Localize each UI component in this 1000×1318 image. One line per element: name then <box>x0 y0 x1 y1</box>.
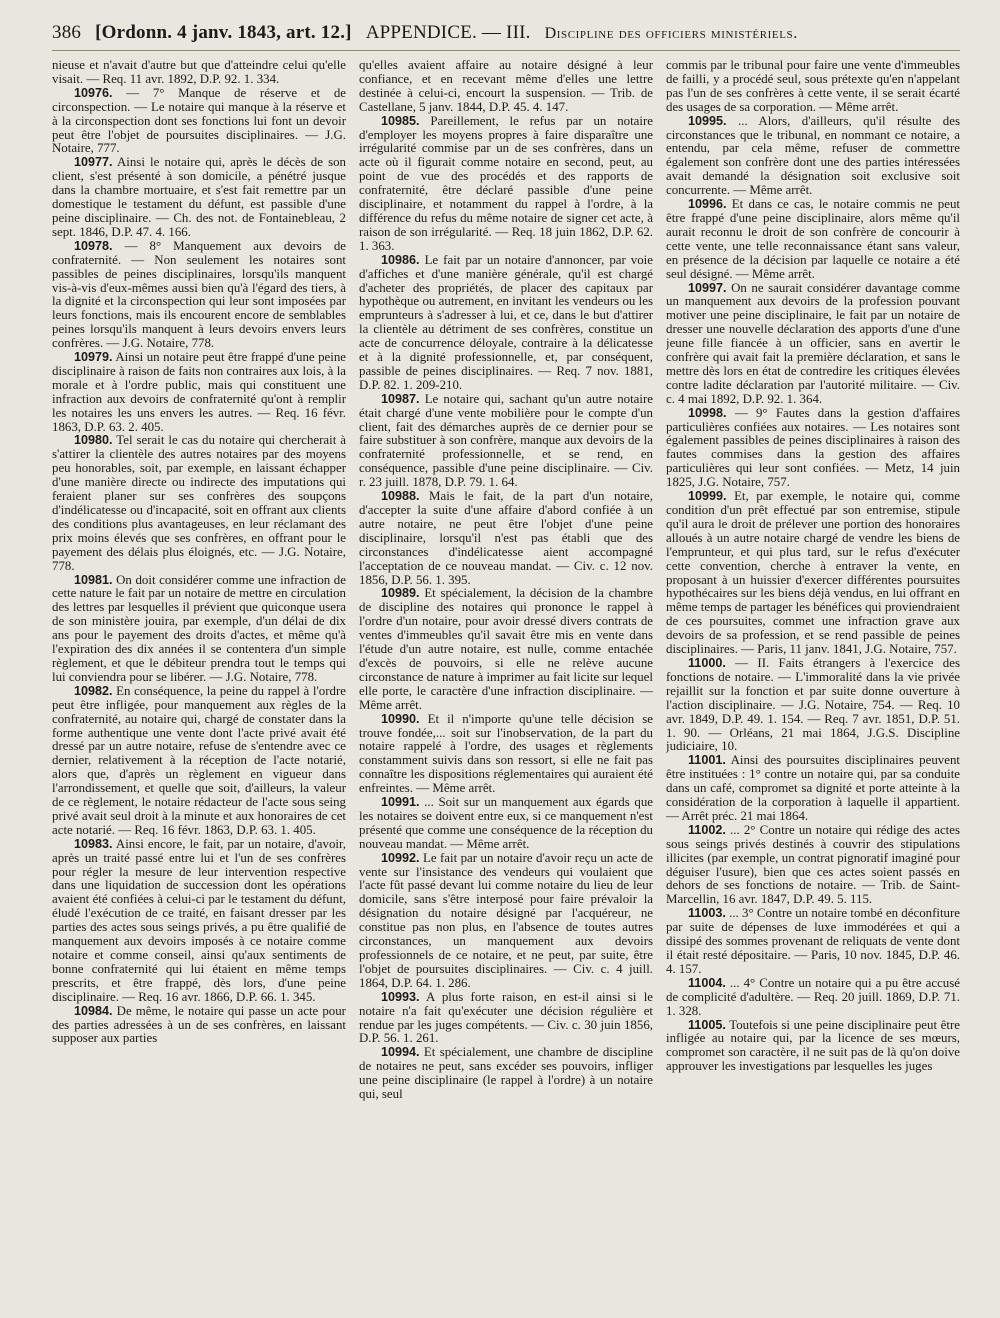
paragraph-continuation <box>666 59 960 115</box>
paragraph-number: 10984. <box>74 1003 113 1018</box>
paragraph-number: 10998. <box>688 405 727 420</box>
paragraph-10981 <box>52 574 346 685</box>
paragraph-text: Et, par exemple, le notaire qui, comme condition d'un prêt effectué par son entremise, stipule qu'il aura le droit de prélever une portion des honoraires alloués à un autre notaire chargé de vendre les biens de l'emprunteur, et qui plus tard, sur le refus d'exécuter cette convention, cherche à entraver la vente, en proposant à un huissier d'exercer différentes poursuites hypothécaires sur les biens déjà vendus, en lui offrant en même temps de partager les bénéfices qui proviendraient de ces poursuites, commet une infraction grave aux devoirs de sa profession, et se rend passible de peines disciplinaires. — Paris, 11 janv. 1841, J.G. Notaire, 757. <box>666 489 960 657</box>
paragraph-text: nieuse et n'avait d'autre but que d'atteindre celui qu'elle visait. — Req. 11 avr. 1892, D.P. 92. 1. 334. <box>52 59 346 86</box>
paragraph-10996 <box>666 198 960 281</box>
paragraph-number: 10979. <box>74 350 113 365</box>
paragraph-text: En conséquence, la peine du rappel à l'ordre peut être infligée, pour manquement aux règles de la confraternité, au notaire qui, chargé de constater dans la forme authentique une vente dont l'acte privé avait été dressé par un autre notaire, refuse de s'entendre avec ce dernier, relativement à la réception de l'acte notarié, alors que, d'après un règlement en vigueur dans l'arrondissement, et quelle que soit, d'ailleurs, la valeur de ce règlement, le notaire rédacteur de l'acte sous seing privé avait seul droit à la minute et aux honoraires de cet acte notarié. — Req. 16 févr. 1863, D.P. 63. 1. 405. <box>52 683 346 837</box>
paragraph-text: Et il n'importe qu'une telle décision se trouve fondée,... soit sur l'inobservation, de la part du notaire rappelé à l'ordre, des usages et règlements constamment suivis dans son ressort, si elle ne fait pas connaître les dispositions réglementaires qui auraient été enfreintes. — Même arrêt. <box>359 711 653 796</box>
paragraph-text: — 8° Manquement aux devoirs de confraternité. — Non seulement les notaires sont passibles de peines disciplinaires, lorsqu'ils manquent vis-à-vis d'eux-mêmes aussi bien qu'à l'égard des tiers, à la dignité et la circonspection qui leur sont imposées par leurs fonctions, mais ils encourent encore de semblables peines lorsqu'ils manquent à leurs devoirs envers leurs confrères. — J.G. Notaire, 778. <box>52 238 346 351</box>
header-title: APPENDICE. — III. <box>365 22 531 43</box>
paragraph-text: Ainsi un notaire peut être frappé d'une peine disciplinaire à raison de faits non contraires aux lois, à la morale et à l'ordre public, mais qui constituent une infraction aux devoirs de confraternité qu'ont à remplir les notaires les uns envers les autres. — Req. 16 févr. 1863, D.P. 63. 2. 405. <box>52 350 346 434</box>
paragraph-number: 10981. <box>74 572 113 587</box>
paragraph-10979 <box>52 351 346 434</box>
paragraph-text: On ne saurait considérer davantage comme un manquement aux devoirs de la profession pouvant motiver une peine disciplinaire, le fait par un notaire de dresser une nouvelle déclaration des apports d'une d'une jeune fille fiancée à un officier, sans en avertir le confrère qui avait fait la première déclaration, et sans le mettre dès lors en état de contredire les critiques élevées contre ladite déclaration par l'autorité militaire. — Civ. c. 4 mai 1892, D.P. 92. 1. 364. <box>666 280 960 406</box>
paragraph-text: Et dans ce cas, le notaire commis ne peut être frappé d'une peine disciplinaire, alors même qu'il aurait reconnu le droit de son confrère de concourir à cette vente, une telle reconnaissance étant sans valeur, en présence de la décision par laquelle ce notaire a été seul désigné. — Même arrêt. <box>666 197 960 281</box>
paragraph-number: 10985. <box>381 113 420 128</box>
paragraph-text: ... 3° Contre un notaire tombé en déconfiture par suite de dépenses de luxe immodérées et qui a dissipé des sommes provenant de reliquats de vente dont il était resté dépositaire. — Paris, 10 nov. 1845, D.P. 46. 4. 157. <box>666 906 960 976</box>
header-subtitle: Discipline des officiers ministériels. <box>544 25 798 42</box>
paragraph-number: 10986. <box>381 252 420 267</box>
paragraph-number: 10997. <box>688 280 727 295</box>
paragraph-10998 <box>666 407 960 490</box>
paragraph-11005 <box>666 1019 960 1075</box>
paragraph-number: 10988. <box>381 489 420 504</box>
paragraph-10994 <box>359 1046 653 1102</box>
paragraph-10993 <box>359 991 653 1047</box>
paragraph-continuation <box>52 59 346 87</box>
paragraph-10989 <box>359 587 653 712</box>
paragraph-text: qu'elles avaient affaire au notaire désigné à leur confiance, et en recevant même d'elles une lettre destinée à celui-ci, encourt la suspension. — Trib. de Castellane, 5 janv. 1844, D.P. 45. 4. 147. <box>359 59 653 114</box>
paragraph-11004 <box>666 977 960 1019</box>
column-middle <box>359 59 653 1299</box>
paragraph-number: 10987. <box>381 391 420 406</box>
paragraph-number: 11000. <box>688 655 726 670</box>
paragraph-number: 10976. <box>74 85 113 100</box>
paragraph-10983 <box>52 838 346 1005</box>
paragraph-11001 <box>666 754 960 824</box>
paragraph-text: — II. Faits étrangers à l'exercice des fonctions de notaire. — L'immoralité dans la vie privée rejaillit sur la fonction et par suite donne ouverture à l'action disciplinaire. — J.G. Notaire, 754. — Req. 10 avr. 1849, D.P. 49. 1. 154. — Req. 7 avr. 1851, D.P. 51. 1. 90. — Orléans, 21 mai 1864, J.G.S. Discipline judiciaire, 10. <box>666 655 960 754</box>
paragraph-10999 <box>666 490 960 657</box>
paragraph-11002 <box>666 824 960 907</box>
paragraph-number: 10982. <box>74 683 113 698</box>
paragraph-number: 10983. <box>74 836 113 851</box>
paragraph-10986 <box>359 254 653 393</box>
paragraph-text: commis par le tribunal pour faire une vente d'immeubles de failli, y a procédé seul, sous prétexte qu'en n'appelant pas l'un de ses confrères à cette vente, il se serait écarté des usages de sa corporation. — Même arrêt. <box>666 59 960 114</box>
paragraph-10991 <box>359 796 653 852</box>
paragraph-number: 11002. <box>688 822 726 837</box>
paragraph-text: Ainsi des poursuites disciplinaires peuvent être instituées : 1° contre un notaire qui, par sa conduite dans un café, compromet sa dignité et porte atteinte à la considération de la corporation à laquelle il appartient. — Arrêt préc. 21 mai 1864. <box>666 753 960 823</box>
paragraph-number: 11003. <box>688 906 726 921</box>
paragraph-text: Le notaire qui, sachant qu'un autre notaire était chargé d'une vente mobilière pour le compte d'un client, fait des démarches auprès de ce dernier pour se faire substituer à son confrère, manque aux devoirs de la confraternité professionnelle, et se rend, en conséquence, passible d'une peine disciplinaire. — Civ. r. 23 juill. 1878, D.P. 79. 1. 64. <box>359 391 653 490</box>
paragraph-text: De même, le notaire qui passe un acte pour des parties adressées à un de ses confrères, en laissant supposer aux parties <box>52 1003 346 1046</box>
paragraph-text: — 7° Manque de réserve et de circonspection. — Le notaire qui manque à la réserve et à la circonspection dont ses fonctions lui font un devoir peut être l'objet de poursuites disciplinaires. — J.G. Notaire, 777. <box>52 85 346 156</box>
paragraph-text: ... Soit sur un manquement aux égards que les notaires se doivent entre eux, si ce manquement n'est présenté que comme une conséquence de la réception du nouveau mandat. — Même arrêt. <box>359 795 653 851</box>
paragraph-number: 10995. <box>688 113 727 128</box>
paragraph-number: 10996. <box>688 197 727 212</box>
paragraph-text: Toutefois si une peine disciplinaire peut être infligée au notaire qui, par la licence de ses mœurs, compromet son caractère, il ne suit pas de là qu'on doive approuver les investigations par lesquelles les juges <box>666 1017 960 1074</box>
paragraph-10997 <box>666 282 960 407</box>
paragraph-number: 11001. <box>688 753 726 768</box>
paragraph-number: 10999. <box>688 489 727 504</box>
paragraph-number: 11005. <box>688 1017 726 1032</box>
paragraph-number: 10989. <box>381 586 420 601</box>
paragraph-text: On doit considérer comme une infraction de cette nature le fait par un notaire de mettre en circulation des lettres par lesquelles il prévient que quiconque usera de son ministère jouira, par exemple, d'un délai de dix ans pour le payement des droits d'actes, et même qu'à l'expiration des dix années il se contentera d'un simple règlement, et que le débiteur prendra tout le temps qui lui conviendra pour se libérer. — J.G. Notaire, 778. <box>52 572 346 684</box>
paragraph-11000 <box>666 657 960 754</box>
page-number: 386 <box>52 22 82 43</box>
paragraph-11003 <box>666 907 960 977</box>
paragraph-text: Le fait par un notaire d'avoir reçu un acte de vente sur l'insistance des vendeurs qui voulaient que l'acte fût passé devant lui comme notaire du lieu de leur domicile, sans s'être interposé pour faire prévaloir la désignation du notaire désigné par l'acquéreur, ne constitue pas non plus, en l'absence de toutes autres circonstances, un manquement aux devoirs professionnels de ce notaire, et ne peut, par suite, être l'objet de poursuites disciplinaires. — Civ. c. 4 juill. 1864, D.P. 64. 1. 286. <box>359 850 653 990</box>
paragraph-text: — 9° Fautes dans la gestion d'affaires particulières confiées aux notaires. — Les notaires sont également passibles de peines disciplinaires à raison des fautes commises dans la gestion des affaires particulières qui leur sont confiées. — Metz, 14 juin 1825, J.G. Notaire, 757. <box>666 405 960 490</box>
paragraph-10990 <box>359 713 653 796</box>
paragraph-text: ... Alors, d'ailleurs, qu'il résulte des circonstances que le tribunal, en nommant ce notaire, a entendu, par cela même, refuser de commettre également son confrère dont une des parties intéressées avait demandé la désignation soit exclusive soit concurrente. — Même arrêt. <box>666 113 960 198</box>
paragraph-text: Et spécialement, une chambre de discipline de notaires ne peut, sans excéder ses pouvoirs, infliger une peine disciplinaire (le rappel à l'ordre) à un notaire qui, seul <box>359 1045 653 1102</box>
paragraph-text: ... 2° Contre un notaire qui rédige des actes sous seings privés destinés à couvrir des stipulations illicites (par exemple, un contrat pignoratif imaginé pour déguiser l'usure), bien que ces actes soient passés en dehors de ses fonctions de notaire. — Trib. de Saint-Marcellin, 16 avr. 1847, D.P. 49. 5. 115. <box>666 822 960 907</box>
paragraph-10992 <box>359 852 653 991</box>
paragraph-number: 10977. <box>74 155 113 170</box>
paragraph-10977 <box>52 156 346 239</box>
paragraph-text: Tel serait le cas du notaire qui chercherait à s'attirer la clientèle des autres notaires par des moyens peu honorables, soit, par exemple, en laissant échapper d'une manière directe ou indirecte des imputations qui feraient planer sur ses confrères des soupçons d'indélicatesse ou d'incapacité, soit en offrant aux clients des conditions plus avantageuses, en leur réclamant des prix moins élevés que ses confrères, en offrant pour le payement des délais plus éloignés, etc. — J.G. Notaire, 778. <box>52 433 346 573</box>
paragraph-continuation <box>359 59 653 115</box>
paragraph-text: Et spécialement, la décision de la chambre de discipline des notaires qui prononce le rappel à l'ordre d'un notaire, pour avoir dressé divers contrats de ventes d'immeubles qu'il savait être mis en vente dans l'étude d'un autre notaire, est nulle, comme entachée d'excès de pouvoirs, si elle ne relève aucune circonstance de nature à imprimer au fait licite sur lequel elle porte, le caractère d'une infraction disciplinaire. — Même arrêt. <box>359 586 653 712</box>
paragraph-number: 11004. <box>688 975 726 990</box>
paragraph-10985 <box>359 115 653 254</box>
paragraph-text: Ainsi le notaire qui, après le décès de son client, s'est présenté à son domicile, a pénétré jusque dans la chambre mortuaire, et s'est fait remettre par un domestique le testament du défunt, est passible d'une peine disciplinaire. — Ch. des not. de Fontainebleau, 2 sept. 1846, D.P. 47. 4. 166. <box>52 155 346 239</box>
paragraph-text: Pareillement, le refus par un notaire d'employer les moyens propres à faire disparaître une irrégularité commise par un de ses confrères, dans un acte où il figurait comme notaire en second, peut, au point de vue des procédés et des rapports de confraternité, être déclaré passible d'une peine disciplinaire, et notamment du rappel à l'ordre, à la différence du refus du même notaire de signer cet acte, à raison de son irrégularité. — Req. 18 juin 1862, D.P. 62. 1. 363. <box>359 113 653 253</box>
paragraph-10982 <box>52 685 346 838</box>
paragraph-number: 10980. <box>74 433 113 448</box>
header-reference: [Ordonn. 4 janv. 1843, art. 12.] <box>95 22 352 43</box>
paragraph-number: 10991. <box>381 795 420 810</box>
paragraph-10995 <box>666 115 960 198</box>
paragraph-10984 <box>52 1005 346 1047</box>
paragraph-text: ... 4° Contre un notaire qui a pu être accusé de complicité d'adultère. — Req. 20 juill. 1869, D.P. 71. 1. 328. <box>666 975 960 1018</box>
paragraph-text: Le fait par un notaire d'annoncer, par voie d'affiches et d'une manière générale, qu'il est chargé d'acheter des propriétés, de placer des capitaux par hypothèque ou autrement, en invitant les vendeurs ou les emprunteurs à s'adresser à lui, et ce, dans le but d'attirer la clientèle au détriment de ses confrères, constitue un acte de concurrence déloyale, contraire à la délicatesse et à la dignité professionnelle, et, par conséquent, passible de peines disciplinaires. — Req. 7 nov. 1881, D.P. 82. 1. 209-210. <box>359 252 653 392</box>
paragraph-text: A plus forte raison, en est-il ainsi si le notaire n'a fait qu'exécuter une décision régulière et rendue par les juges compétents. — Civ. c. 30 juin 1856, D.P. 56. 1. 261. <box>359 989 653 1046</box>
paragraph-10980 <box>52 434 346 573</box>
text-columns <box>52 59 960 1299</box>
paragraph-10988 <box>359 490 653 587</box>
running-head <box>52 22 960 51</box>
column-right <box>666 59 960 1299</box>
column-left <box>52 59 346 1299</box>
paragraph-10978 <box>52 240 346 351</box>
paragraph-number: 10992. <box>381 850 420 865</box>
paragraph-number: 10994. <box>381 1045 420 1060</box>
paragraph-number: 10978. <box>74 238 113 253</box>
paragraph-text: Mais le fait, de la part d'un notaire, d'accepter la suite d'une affaire d'abord confiée à un autre notaire, ne peut être l'objet d'une peine disciplinaire, lorsqu'il n'est pas établi que des circonstances d'indélicatesse aient accompagné l'acceptation de ce nouveau mandat. — Civ. c. 12 nov. 1856, D.P. 56. 1. 395. <box>359 489 653 587</box>
paragraph-10976 <box>52 87 346 157</box>
paragraph-number: 10990. <box>381 711 420 726</box>
paragraph-text: Ainsi encore, le fait, par un notaire, d'avoir, après un traité passé entre lui et l'un de ses confrères pour régler la mesure de leur intervention respective dans une liquidation de succession dont les opérations avaient été confiées à celui-ci par le testament du défunt, éludé l'exécution de ce traité, en faisant dresser par les parties des actes sous seings privés, a pu être qualifié de manquement aux devoirs imposés à ce notaire comme notaire et comme conseil, ainsi qu'aux sentiments de bonne confraternité qui lui étaient en même temps prescrits, et être frappé, dès lors, d'une peine disciplinaire. — Req. 16 avr. 1866, D.P. 66. 1. 345. <box>52 836 346 1004</box>
paragraph-10987 <box>359 393 653 490</box>
paragraph-number: 10993. <box>381 989 420 1004</box>
